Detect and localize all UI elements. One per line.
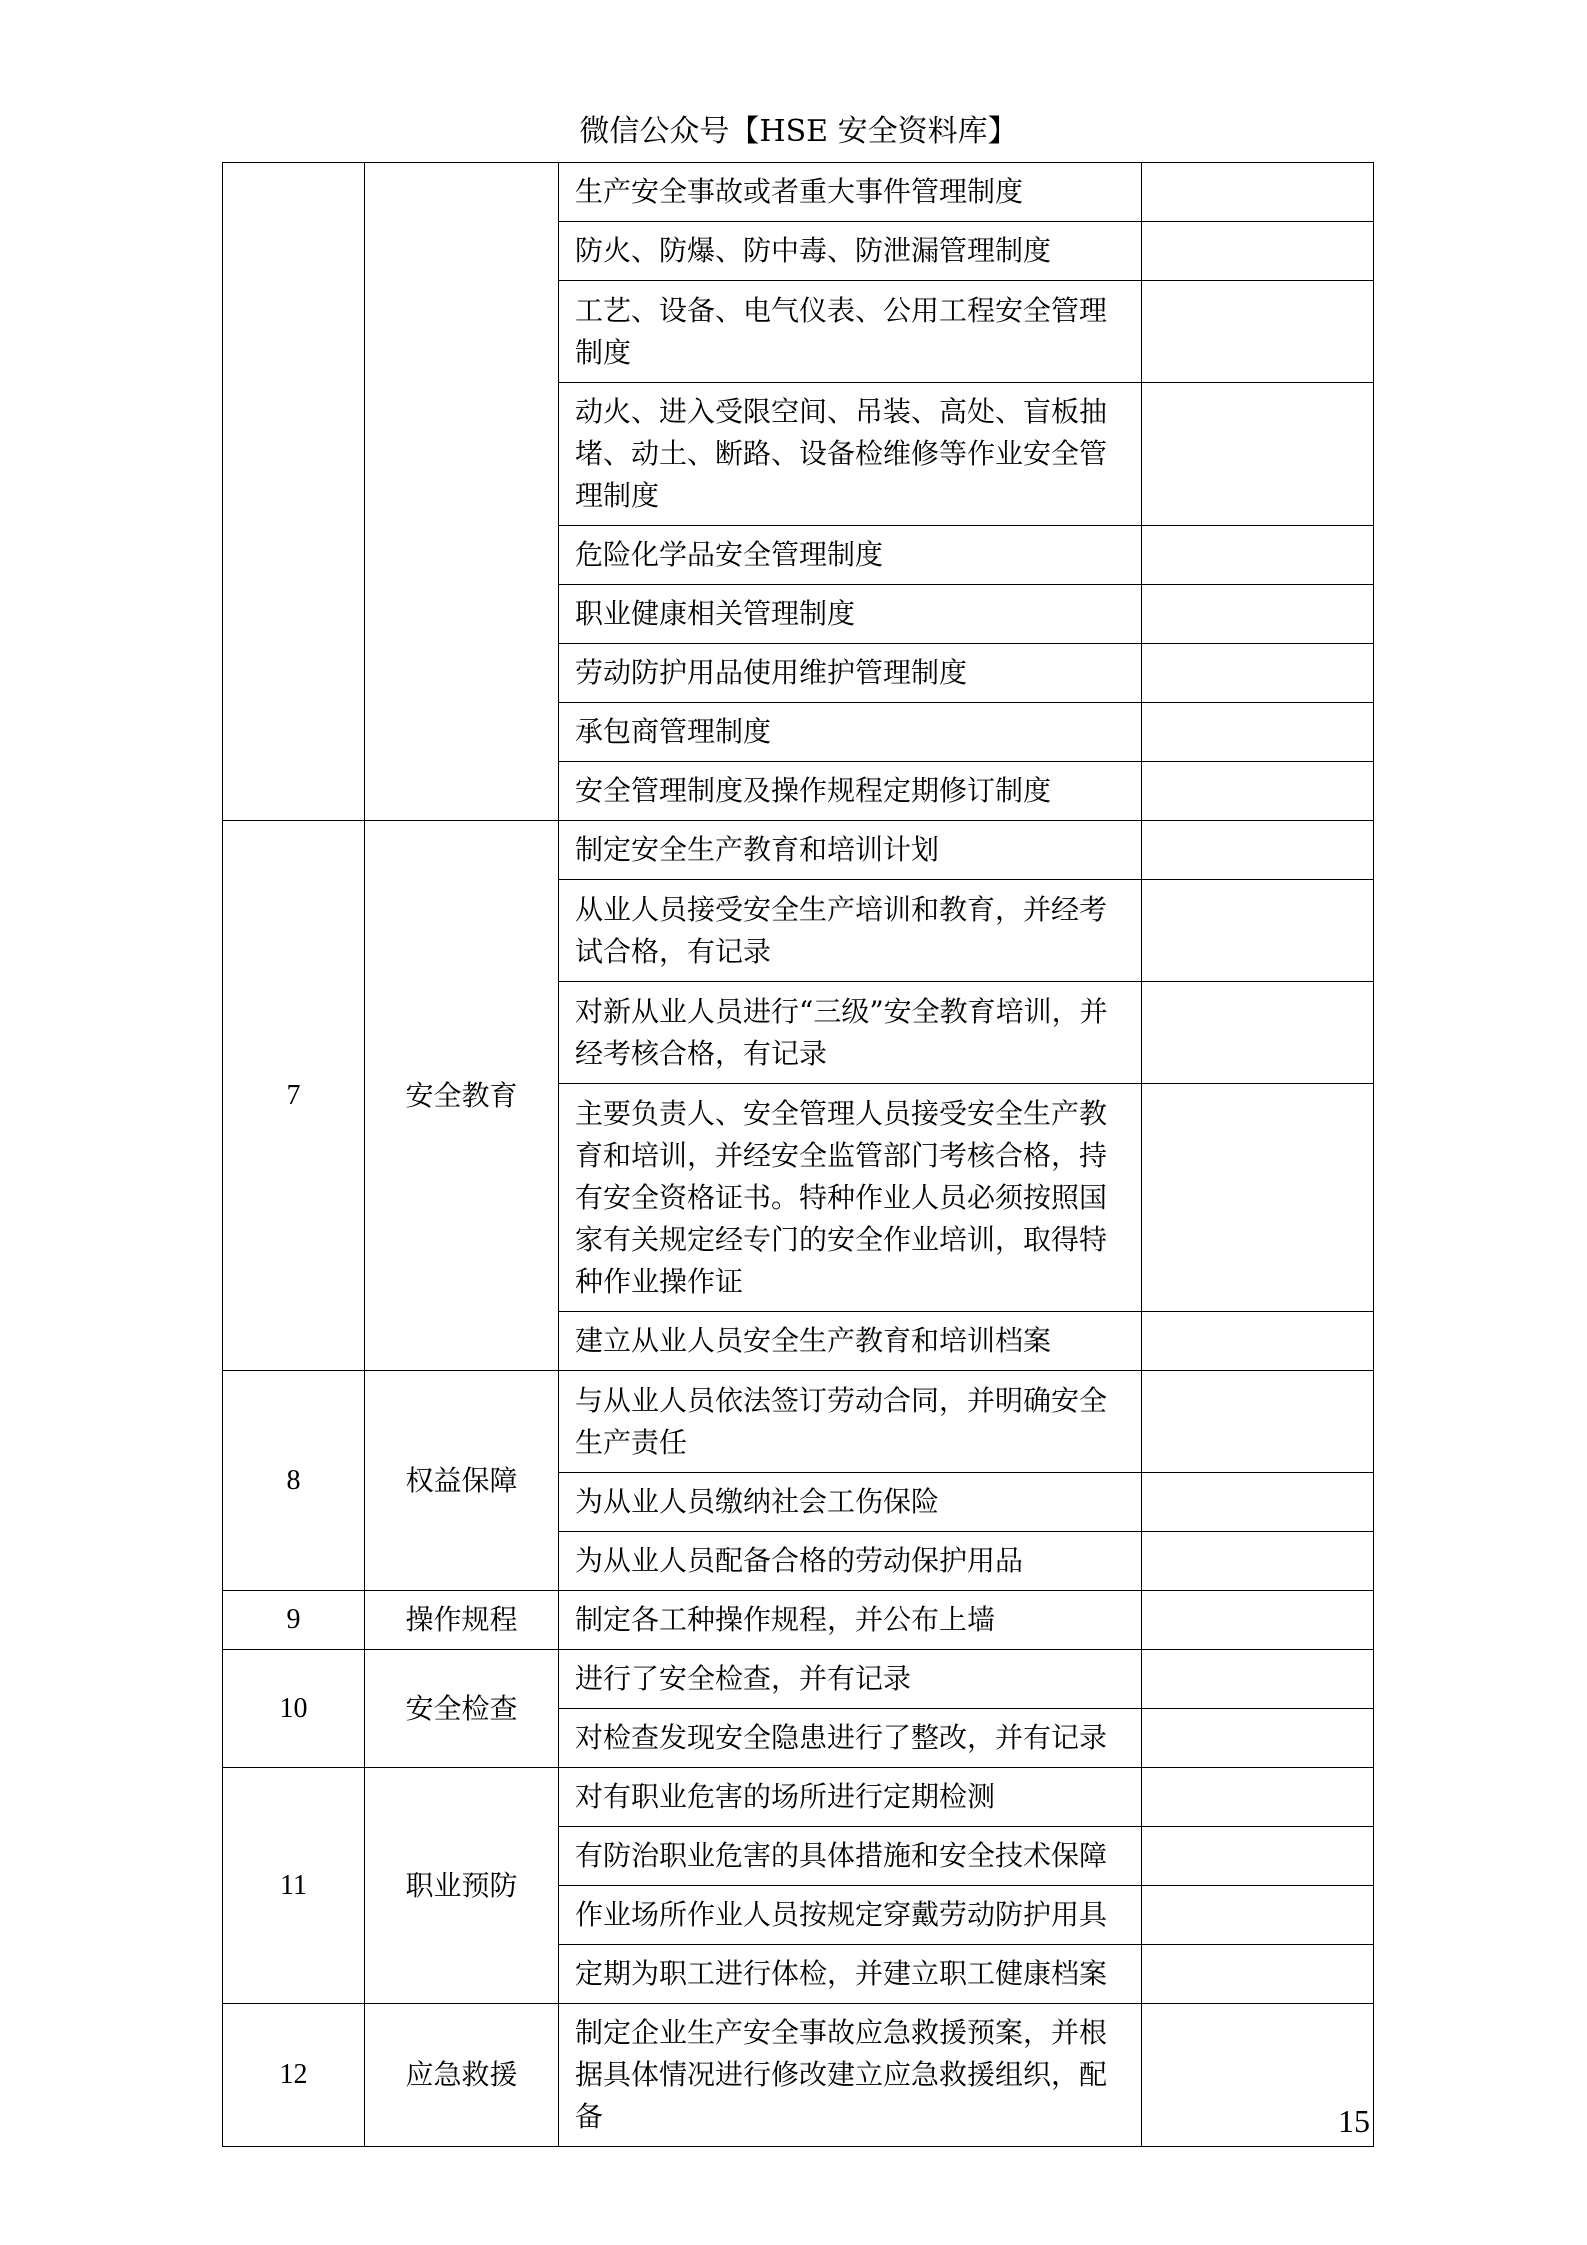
check-result-cell[interactable] <box>1142 1945 1374 2004</box>
category-cell: 安全教育 <box>365 821 559 1371</box>
check-result-cell[interactable] <box>1142 1371 1374 1473</box>
requirement-cell: 与从业人员依法签订劳动合同，并明确安全生产责任 <box>559 1371 1142 1473</box>
requirement-cell: 劳动防护用品使用维护管理制度 <box>559 644 1142 703</box>
requirement-cell: 生产安全事故或者重大事件管理制度 <box>559 163 1142 222</box>
check-result-cell[interactable] <box>1142 1473 1374 1532</box>
item-number-cell: 12 <box>223 2004 365 2147</box>
requirement-cell: 动火、进入受限空间、吊装、高处、盲板抽堵、动土、断路、设备检维修等作业安全管理制度 <box>559 383 1142 526</box>
requirement-cell: 为从业人员缴纳社会工伤保险 <box>559 1473 1142 1532</box>
table-row <box>223 163 1374 222</box>
category-cell: 权益保障 <box>365 1371 559 1591</box>
table-row <box>223 2004 1374 2147</box>
requirement-cell: 工艺、设备、电气仪表、公用工程安全管理制度 <box>559 281 1142 383</box>
item-number-cell: 7 <box>223 821 365 1371</box>
table-row <box>223 1768 1374 1827</box>
page-header: 微信公众号【HSE 安全资料库】 <box>579 114 1018 149</box>
requirement-cell: 职业健康相关管理制度 <box>559 585 1142 644</box>
requirement-cell: 对有职业危害的场所进行定期检测 <box>559 1768 1142 1827</box>
requirement-cell: 有防治职业危害的具体措施和安全技术保障 <box>559 1827 1142 1886</box>
item-number-cell: 10 <box>223 1650 365 1768</box>
requirement-cell: 作业场所作业人员按规定穿戴劳动防护用具 <box>559 1886 1142 1945</box>
requirement-cell: 为从业人员配备合格的劳动保护用品 <box>559 1532 1142 1591</box>
check-result-cell[interactable] <box>1142 1886 1374 1945</box>
table-row <box>223 1650 1374 1709</box>
requirement-cell: 防火、防爆、防中毒、防泄漏管理制度 <box>559 222 1142 281</box>
requirement-cell: 制定企业生产安全事故应急救援预案，并根据具体情况进行修改建立应急救援组织，配备 <box>559 2004 1142 2147</box>
requirement-cell: 安全管理制度及操作规程定期修订制度 <box>559 762 1142 821</box>
item-number-cell <box>223 163 365 821</box>
item-number-cell: 9 <box>223 1591 365 1650</box>
check-result-cell[interactable] <box>1142 1827 1374 1886</box>
requirement-cell: 建立从业人员安全生产教育和培训档案 <box>559 1312 1142 1371</box>
item-number-cell: 8 <box>223 1371 365 1591</box>
table-row <box>223 821 1374 880</box>
category-cell: 操作规程 <box>365 1591 559 1650</box>
safety-checklist-table <box>222 162 1374 2147</box>
check-result-cell[interactable] <box>1142 222 1374 281</box>
check-result-cell[interactable] <box>1142 1591 1374 1650</box>
check-result-cell[interactable] <box>1142 1084 1374 1312</box>
category-cell <box>365 163 559 821</box>
requirement-cell: 主要负责人、安全管理人员接受安全生产教育和培训，并经安全监管部门考核合格，持有安全资格证书。特种作业人员必须按照国家有关规定经专门的安全作业培训，取得特种作业操作证 <box>559 1084 1142 1312</box>
requirement-cell: 危险化学品安全管理制度 <box>559 526 1142 585</box>
requirement-cell: 进行了安全检查，并有记录 <box>559 1650 1142 1709</box>
check-result-cell[interactable] <box>1142 585 1374 644</box>
check-result-cell[interactable] <box>1142 281 1374 383</box>
check-result-cell[interactable] <box>1142 526 1374 585</box>
category-cell: 应急救援 <box>365 2004 559 2147</box>
check-result-cell[interactable] <box>1142 1709 1374 1768</box>
check-result-cell[interactable] <box>1142 644 1374 703</box>
check-result-cell[interactable] <box>1142 1532 1374 1591</box>
table-row <box>223 1371 1374 1473</box>
check-result-cell[interactable] <box>1142 1312 1374 1371</box>
requirement-cell: 对检查发现安全隐患进行了整改，并有记录 <box>559 1709 1142 1768</box>
check-result-cell[interactable] <box>1142 982 1374 1084</box>
requirement-cell: 从业人员接受安全生产培训和教育，并经考试合格，有记录 <box>559 880 1142 982</box>
category-cell: 安全检查 <box>365 1650 559 1768</box>
check-result-cell[interactable] <box>1142 821 1374 880</box>
requirement-cell: 定期为职工进行体检，并建立职工健康档案 <box>559 1945 1142 2004</box>
check-result-cell[interactable] <box>1142 163 1374 222</box>
requirement-cell: 对新从业人员进行“三级”安全教育培训，并经考核合格，有记录 <box>559 982 1142 1084</box>
page-number: 15 <box>1338 2103 1370 2139</box>
check-result-cell[interactable] <box>1142 383 1374 526</box>
check-result-cell[interactable] <box>1142 703 1374 762</box>
requirement-cell: 承包商管理制度 <box>559 703 1142 762</box>
check-result-cell[interactable] <box>1142 762 1374 821</box>
item-number-cell: 11 <box>223 1768 365 2004</box>
requirement-cell: 制定安全生产教育和培训计划 <box>559 821 1142 880</box>
category-cell: 职业预防 <box>365 1768 559 2004</box>
check-result-cell[interactable] <box>1142 1650 1374 1709</box>
table-row <box>223 1591 1374 1650</box>
check-result-cell[interactable] <box>1142 880 1374 982</box>
requirement-cell: 制定各工种操作规程，并公布上墙 <box>559 1591 1142 1650</box>
check-result-cell[interactable] <box>1142 1768 1374 1827</box>
